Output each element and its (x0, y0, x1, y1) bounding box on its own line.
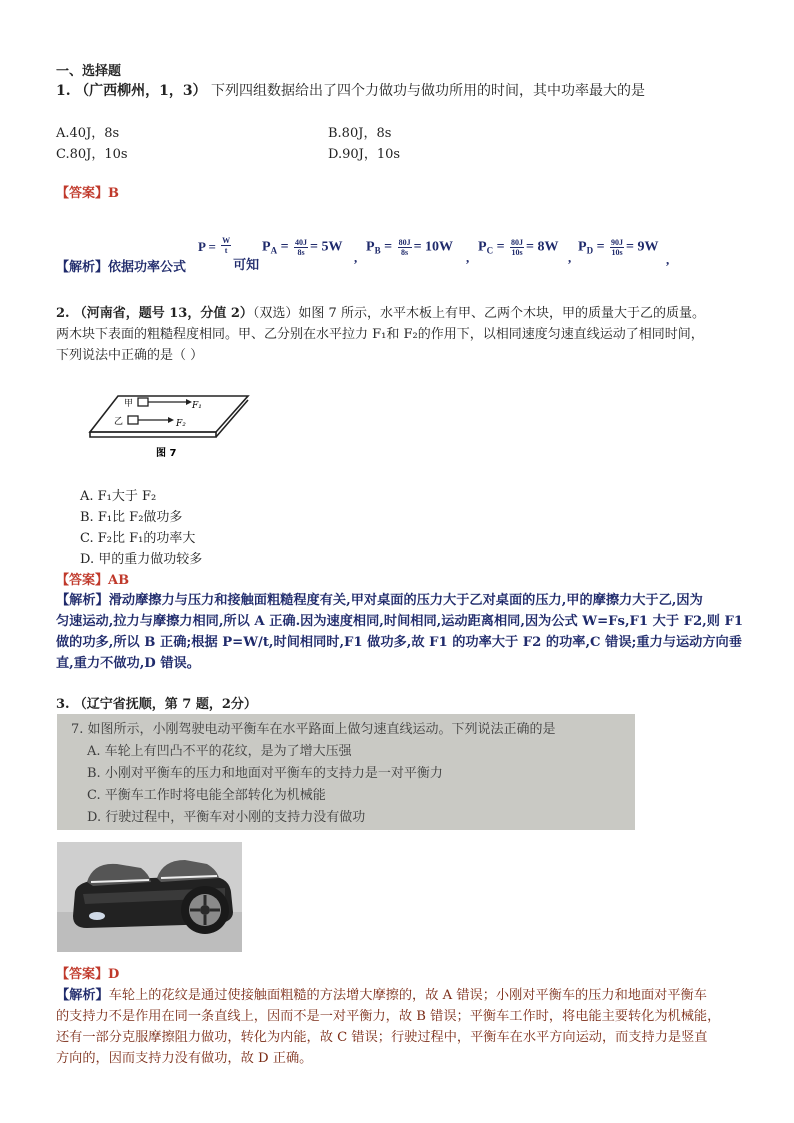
q3-analysis-line1: 【解析】车轮上的花纹是通过使接触面粗糙的方法增大摩擦的，故 A 错误；小刚对平衡车的压力和地面对平衡车 (56, 988, 707, 1003)
answer-value: D (108, 967, 120, 982)
label-jia: 甲 (124, 399, 134, 409)
analysis-tag: 【解析】 (56, 260, 109, 275)
q1-number: 1. (56, 83, 71, 99)
hoverboard-photo (57, 842, 242, 952)
figure-caption: 图 7 (156, 448, 177, 459)
formula-pc: $P_C$ = $\frac{80J}{10s}$ = 8W (478, 238, 559, 257)
q2-option-a: A. F₁大于 F₂ (80, 489, 157, 504)
formula-p: P = (198, 239, 216, 254)
q1-option-d: D.90J，10s (328, 147, 401, 162)
formula-pb: $P_B$ = $\frac{80J}{8s}$ = 10W (366, 238, 454, 257)
photo-stem: 7. 如图所示，小刚驾驶电动平衡车在水平路面上做匀速直线运动。下列说法正确的是 (71, 722, 556, 737)
label-yi: 乙 (114, 417, 124, 427)
q1-analysis-lead (56, 256, 186, 275)
photo-option-d: D. 行驶过程中，平衡车对小刚的支持力没有做功 (87, 810, 366, 825)
q1-stem: 下列四组数据给出了四个力做功与做功所用的时间，其中功率最大的是 (211, 83, 646, 99)
q1-source: （广西柳州，1，3） (75, 83, 207, 99)
analysis-tag: 【解析】 (56, 593, 109, 608)
q2-stem1: （双选）如图 7 所示，水平木板上有甲、乙两个木块，甲的质量大于乙的质量。 (252, 306, 705, 321)
block-jia (138, 398, 148, 406)
q2-analysis-line4: 直,重力不做功,D 错误。 (56, 656, 200, 671)
board-edge (90, 432, 216, 437)
q2-analysis-line1: 【解析】滑动摩擦力与压力和接触面粗糙程度有关,甲对桌面的压力大于乙对桌面的压力,甲的摩擦力大于乙,因为 (56, 593, 703, 608)
q2-source: （河南省，题号 13，分值 2） (73, 306, 253, 321)
analysis-tag: 【解析】 (56, 988, 109, 1003)
q1-option-c: C.80J，10s (56, 147, 128, 162)
analysis-text: 依据功率公式 (108, 260, 187, 275)
q1-option-b: B.80J，8s (328, 126, 392, 141)
q1-answer (56, 182, 119, 201)
q3-number: 3. (56, 697, 70, 712)
answer-tag: 【答案】 (56, 573, 109, 588)
q2-answer (56, 569, 129, 588)
q1-header (56, 80, 645, 100)
answer-value: B (108, 186, 120, 201)
q2-analysis-line3: 做的功多,所以 B 正确;根据 P=W/t,时间相同时,F1 做功多,故 F1 的功率大于 F2 的功率,C 错误;重力与运动方向垂 (56, 635, 742, 650)
comma: , (466, 250, 470, 265)
q3-analysis-line4: 方向的，因而支持力没有做功，故 D 正确。 (56, 1051, 313, 1066)
comma: , (568, 250, 572, 265)
label-f1: F₁ (192, 401, 202, 411)
label-f2: F₂ (176, 419, 186, 429)
q1-option-a: A.40J，8s (56, 126, 120, 141)
q1-formula (198, 236, 260, 272)
q3-analysis-line3: 还有一部分克服摩擦阻力做功，转化为内能，故 C 错误；行驶过程中，平衡车在水平方向运动，而支持力是竖直 (56, 1030, 708, 1045)
q3-source: （辽宁省抚顺，第 7 题，2分） (73, 697, 257, 712)
formula-w: W (222, 236, 231, 245)
answer-tag: 【答案】 (56, 967, 109, 982)
q2-analysis-line2: 匀速运动,拉力与摩擦力相同,所以 A 正确.因为速度相同,时间相同,运动距离相同,因为公式 W=Fs,F1 大于 F2,则 F1 (56, 614, 744, 629)
q3-analysis-line2: 的支持力不是作用在同一条直线上，因而不是一对平衡力，故 B 错误；平衡车工作时，将电能主要转化为机械能， (56, 1009, 721, 1024)
q3-question-photo (57, 714, 635, 830)
formula-pd: $P_D$ = $\frac{90J}{10s}$ = 9W (578, 238, 659, 257)
q2-line1 (56, 302, 705, 321)
photo-option-b: B. 小刚对平衡车的压力和地面对平衡车的支持力是一对平衡力 (87, 766, 443, 781)
comma: , (666, 252, 670, 267)
photo-option-a: A. 车轮上有凹凸不平的花纹，是为了增大压强 (87, 744, 352, 759)
formula-t: t (224, 246, 228, 255)
section-title: 一、选择题 (56, 64, 122, 79)
q2-option-b: B. F₁比 F₂做功多 (80, 510, 183, 525)
q2-number: 2. (56, 306, 70, 321)
block-yi (128, 416, 138, 424)
q2-stem2: 两木块下表面的粗糙程度相同。甲、乙分别在水平拉力 F₁和 F₂的作用下，以相同速度匀速直线运动了相同时间， (56, 327, 704, 342)
photo-option-c: C. 平衡车工作时将电能全部转化为机械能 (87, 788, 326, 803)
q2-option-c: C. F₂比 F₁的功率大 (80, 531, 196, 546)
answer-value: AB (108, 573, 130, 588)
q3-answer (56, 963, 119, 982)
answer-tag: 【答案】 (56, 186, 109, 201)
q2-stem3: 下列说法中正确的是（ ） (56, 348, 204, 363)
figure-7 (88, 390, 252, 460)
q3-header (56, 693, 257, 712)
formula-kezhi: 可知 (233, 257, 260, 272)
formula-pa: $P_A$ = $\frac{40J}{8s}$ = 5W (262, 238, 343, 257)
comma: , (354, 250, 358, 265)
q2-option-d: D. 甲的重力做功较多 (80, 552, 203, 567)
